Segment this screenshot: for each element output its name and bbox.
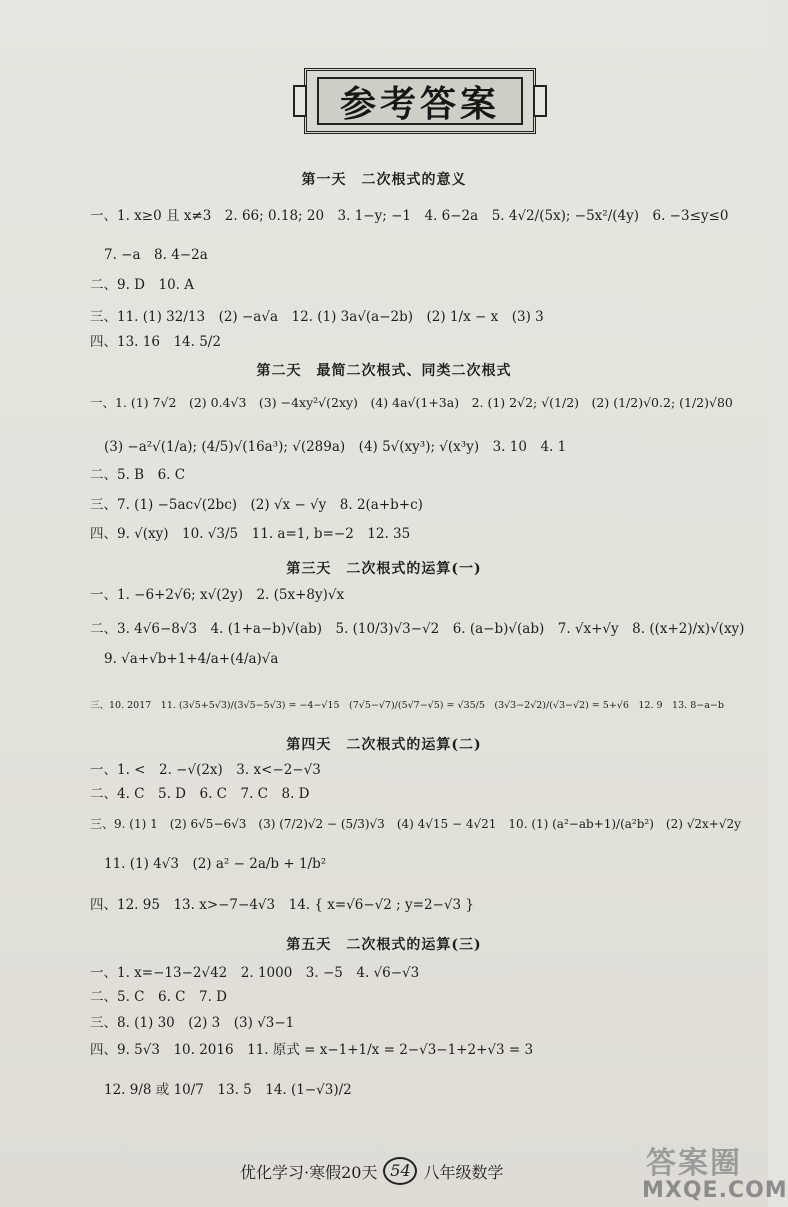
section-title-day2: 第二天 最简二次根式、同类二次根式 [256, 363, 512, 379]
answer-line: 三、9. (1) 1 (2) 6√5−6√3 (3) (7/2)√2 − (5/3)√3 (4) 4√15 − 4√21 10. (1) (a²−ab+1)/(a²b²) (2) √2x+√2y [90, 817, 741, 831]
answer-line: (3) −a²√(1/a); (4/5)√(16a³); √(289a) (4) 5√(xy³); √(x³y) 3. 10 4. 1 [104, 439, 567, 455]
answer-line: 四、9. √(xy) 10. √3/5 11. a=1, b=−2 12. 35 [90, 526, 411, 542]
page-title: 参考答案 [339, 82, 500, 125]
answer-line: 一、1. x≥0 且 x≠3 2. 66; 0.18; 20 3. 1−y; −1 4. 6−2a 5. 4√2/(5x); −5x²/(4y) 6. −3≤y≤0 [90, 208, 729, 224]
answer-line: 四、13. 16 14. 5/2 [90, 334, 221, 350]
title-frame [304, 68, 536, 134]
answer-line: 二、5. C 6. C 7. D [90, 989, 227, 1005]
answer-line: 三、10. 2017 11. (3√5+5√3)/(3√5−5√3) = −4−√15 (7√5−√7)/(5√7−√5) = √35/5 (3√3−2√2)/(√3−√2) = 5+√6 12. 9 13. 8−a−b [90, 700, 724, 711]
answer-line: 一、1. (1) 7√2 (2) 0.4√3 (3) −4xy²√(2xy) (4) 4a√(1+3a) 2. (1) 2√2; √(1/2) (2) (1/2)√0.2; (1/2)√80 [90, 395, 733, 410]
watermark-logo-text: 答案圈 [646, 1146, 742, 1181]
answer-line: 一、1. x=−13−2√42 2. 1000 3. −5 4. √6−√3 [90, 965, 420, 981]
page-number: 54 [383, 1157, 417, 1185]
answer-line: 二、9. D 10. A [90, 277, 195, 293]
answer-line: 一、1. < 2. −√(2x) 3. x<−2−√3 [90, 762, 321, 778]
answer-line: 二、3. 4√6−8√3 4. (1+a−b)√(ab) 5. (10/3)√3−√2 6. (a−b)√(ab) 7. √x+√y 8. ((x+2)/x)√(xy) [90, 621, 745, 637]
answer-line: 三、11. (1) 32/13 (2) −a√a 12. (1) 3a√(a−2b) (2) 1/x − x (3) 3 [90, 309, 544, 325]
answer-line: 二、4. C 5. D 6. C 7. C 8. D [90, 786, 310, 802]
answer-line: 11. (1) 4√3 (2) a² − 2a/b + 1/b² [104, 856, 327, 872]
section-title-day3: 第三天 二次根式的运算(一) [286, 561, 482, 577]
answer-line: 二、5. B 6. C [90, 467, 186, 483]
answer-line: 四、9. 5√3 10. 2016 11. 原式 = x−1+1/x = 2−√3−1+2+√3 = 3 [90, 1042, 534, 1058]
watermark-url: MXQE.COM [642, 1178, 788, 1203]
answer-line: 一、1. −6+2√6; x√(2y) 2. (5x+8y)√x [90, 587, 345, 603]
section-title-day4: 第四天 二次根式的运算(二) [286, 737, 482, 753]
answer-line: 9. √a+√b+1+4/a+(4/a)√a [104, 651, 279, 667]
title-inner [317, 77, 523, 125]
answer-line: 三、7. (1) −5ac√(2bc) (2) √x − √y 8. 2(a+b+c) [90, 497, 423, 513]
page-footer [240, 1156, 540, 1186]
section-title-day5: 第五天 二次根式的运算(三) [286, 937, 482, 953]
footer-book-title: 优化学习·寒假20天 [240, 1162, 378, 1182]
answer-line: 12. 9/8 或 10/7 13. 5 14. (1−√3)/2 [104, 1082, 352, 1098]
footer-grade-subject: 八年级数学 [423, 1162, 504, 1182]
section-title-day1: 第一天 二次根式的意义 [301, 172, 467, 188]
answer-line: 三、8. (1) 30 (2) 3 (3) √3−1 [90, 1015, 295, 1031]
answer-line: 7. −a 8. 4−2a [104, 247, 208, 263]
answer-line: 四、12. 95 13. x>−7−4√3 14. { x=√6−√2 ; y=2−√3 } [90, 897, 474, 913]
